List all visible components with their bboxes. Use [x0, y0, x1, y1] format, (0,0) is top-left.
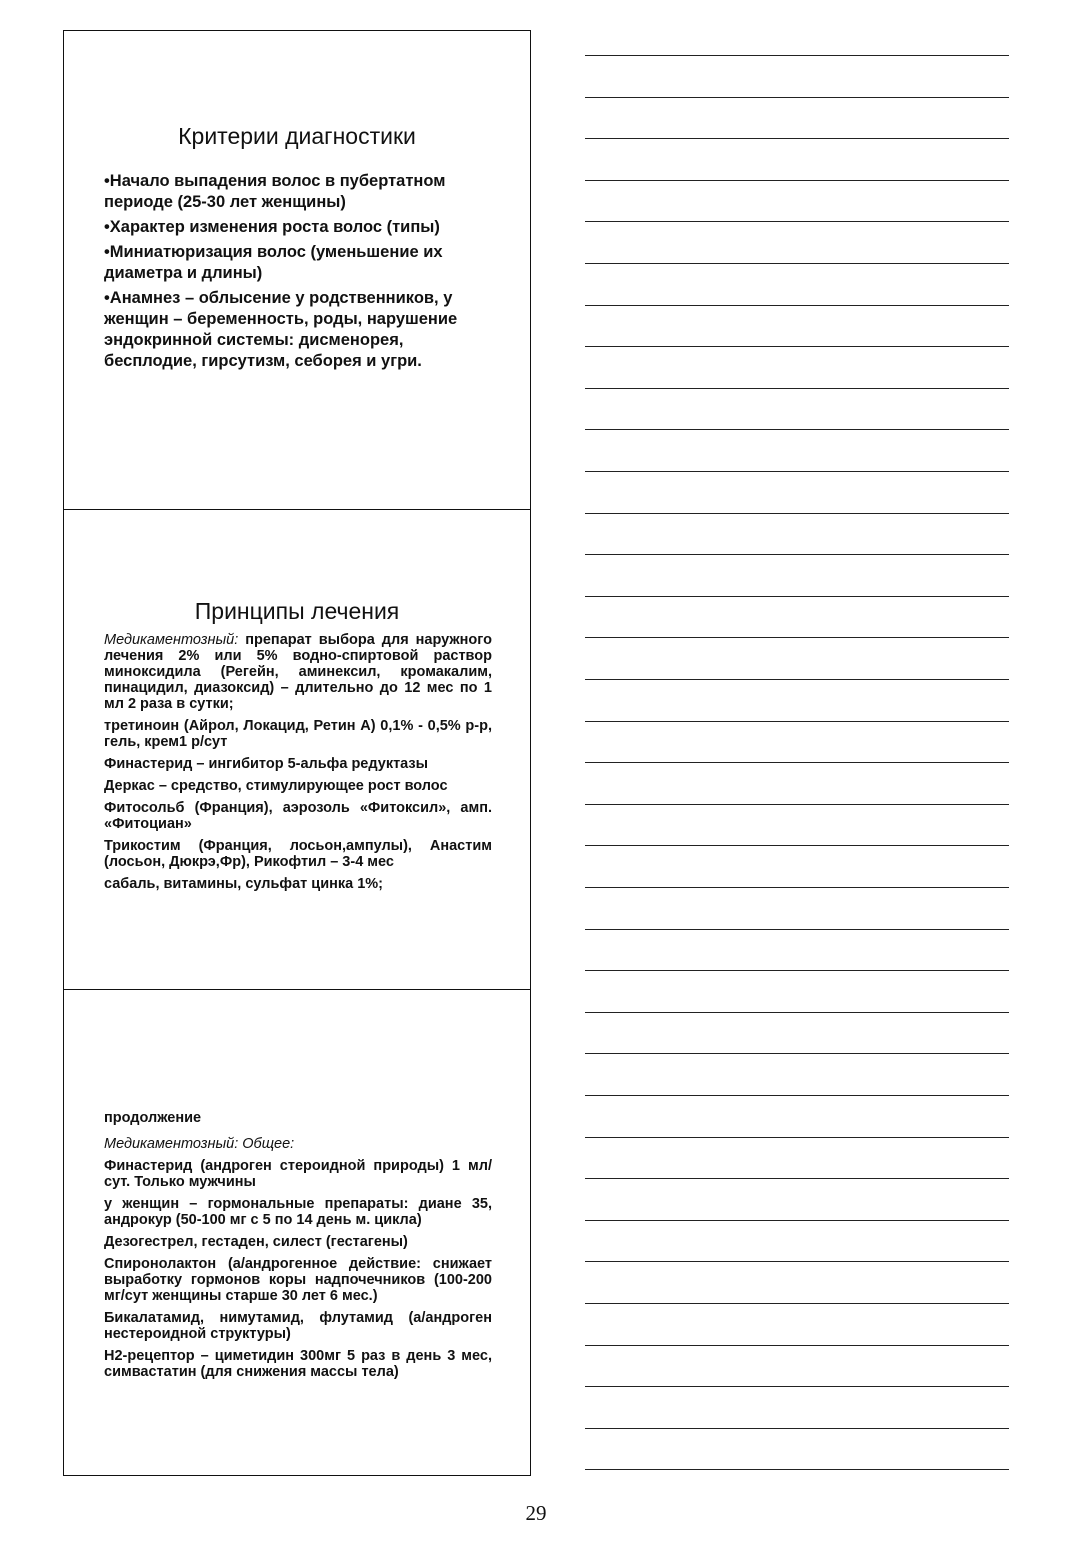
- note-line: [585, 429, 1009, 430]
- note-line: [585, 887, 1009, 888]
- page-number: 29: [525, 1501, 547, 1525]
- bullet-item: •Характер изменения роста волос (типы): [104, 218, 440, 236]
- note-line: [585, 55, 1009, 56]
- note-line: [585, 596, 1009, 597]
- bullet-item: •Начало выпадения волос в пубертатном периоде (25-30 лет женщины): [104, 172, 446, 211]
- slide-body: [104, 171, 492, 376]
- note-line: [585, 138, 1009, 139]
- note-line: [585, 554, 1009, 555]
- paragraph-text: препарат выбора для наружного лечения 2% или 5% водно-спиртовой раствор миноксидила (Регейн, аминексил, кромакалим, пинацидил, диазоксид) – длительно до 12 мес по 1 мл 2 раза в сутки;: [104, 632, 492, 712]
- slide-body: [104, 1110, 492, 1386]
- note-line: [585, 1220, 1009, 1221]
- note-line: [585, 180, 1009, 181]
- bullet-item: •Анамнез – облысение у родственников, у женщин – беременность, роды, нарушение эндокринной системы: дисменорея, бесплодие, гирсутизм, себорея и угри.: [104, 289, 458, 370]
- note-line: [585, 762, 1009, 763]
- slide-treatment-principles: [64, 509, 530, 989]
- note-line: [585, 263, 1009, 264]
- continuation-label: продолжение: [104, 1110, 202, 1126]
- note-line: [585, 1137, 1009, 1138]
- slide-body: [104, 632, 492, 898]
- note-line: [585, 1095, 1009, 1096]
- slides-frame: [63, 30, 531, 1476]
- paragraph: Спиронолактон (а/андрогенное действие: снижает выработку гормонов коры надпочечников (100-200 мг/сут женщины старше 30 лет 6 мес.): [104, 1256, 492, 1304]
- note-line: [585, 970, 1009, 971]
- paragraph: Финастерид (андроген стероидной природы) 1 мл/ сут. Только мужчины: [104, 1158, 492, 1190]
- note-line: [585, 97, 1009, 98]
- note-line: [585, 804, 1009, 805]
- note-line: [585, 221, 1009, 222]
- italic-label: Медикаментозный:: [104, 632, 239, 648]
- note-line: [585, 1178, 1009, 1179]
- note-line: [585, 305, 1009, 306]
- note-line: [585, 1012, 1009, 1013]
- slide-title: Принципы лечения: [194, 598, 400, 624]
- paragraph: третиноин (Айрол, Локацид, Ретин А) 0,1% - 0,5% р-р, гель, крем1 р/сут: [104, 718, 492, 750]
- note-line: [585, 721, 1009, 722]
- note-line: [585, 1386, 1009, 1387]
- note-line: [585, 471, 1009, 472]
- note-line: [585, 1261, 1009, 1262]
- note-line: [585, 637, 1009, 638]
- note-line: [585, 346, 1009, 347]
- note-line: [585, 1303, 1009, 1304]
- paragraph: Трикостим (Франция, лосьон,ампулы), Анастим (лосьон, Дюкрэ,Фр), Рикофтил – 3-4 мес: [104, 838, 492, 870]
- paragraph: у женщин – гормональные препараты: диане 35, андрокур (50-100 мг с 5 по 14 день м. цикла): [104, 1196, 492, 1228]
- note-line: [585, 1345, 1009, 1346]
- paragraph: Деркас – средство, стимулирующее рост волос: [104, 778, 448, 794]
- note-line: [585, 1428, 1009, 1429]
- note-line: [585, 513, 1009, 514]
- paragraph: Н2-рецептор – циметидин 300мг 5 раз в день 3 мес, симвастатин (для снижения массы тела): [104, 1348, 492, 1380]
- slide-title: Критерии диагностики: [178, 123, 416, 149]
- note-line: [585, 845, 1009, 846]
- slide-diagnostic-criteria: [64, 31, 530, 509]
- paragraph: [104, 632, 492, 712]
- bullet-item: •Миниатюризация волос (уменьшение их диаметра и длины): [104, 243, 443, 282]
- notes-lines: [585, 0, 1009, 1480]
- paragraph: Дезогестрел, гестаден, силест (гестагены): [104, 1234, 408, 1250]
- slide-subtitle: Медикаментозный: Общее:: [104, 1136, 295, 1152]
- note-line: [585, 929, 1009, 930]
- note-line: [585, 388, 1009, 389]
- note-line: [585, 1053, 1009, 1054]
- slide-treatment-continued: [64, 989, 530, 1477]
- paragraph: Бикалатамид, нимутамид, флутамид (а/андроген нестероидной структуры): [104, 1310, 492, 1342]
- note-line: [585, 679, 1009, 680]
- note-line: [585, 1469, 1009, 1470]
- paragraph: Финастерид – ингибитор 5-альфа редуктазы: [104, 756, 429, 772]
- paragraph: Фитосольб (Франция), аэрозоль «Фитоксил», амп. «Фитоциан»: [104, 800, 492, 832]
- paragraph: сабаль, витамины, сульфат цинка 1%;: [104, 876, 384, 892]
